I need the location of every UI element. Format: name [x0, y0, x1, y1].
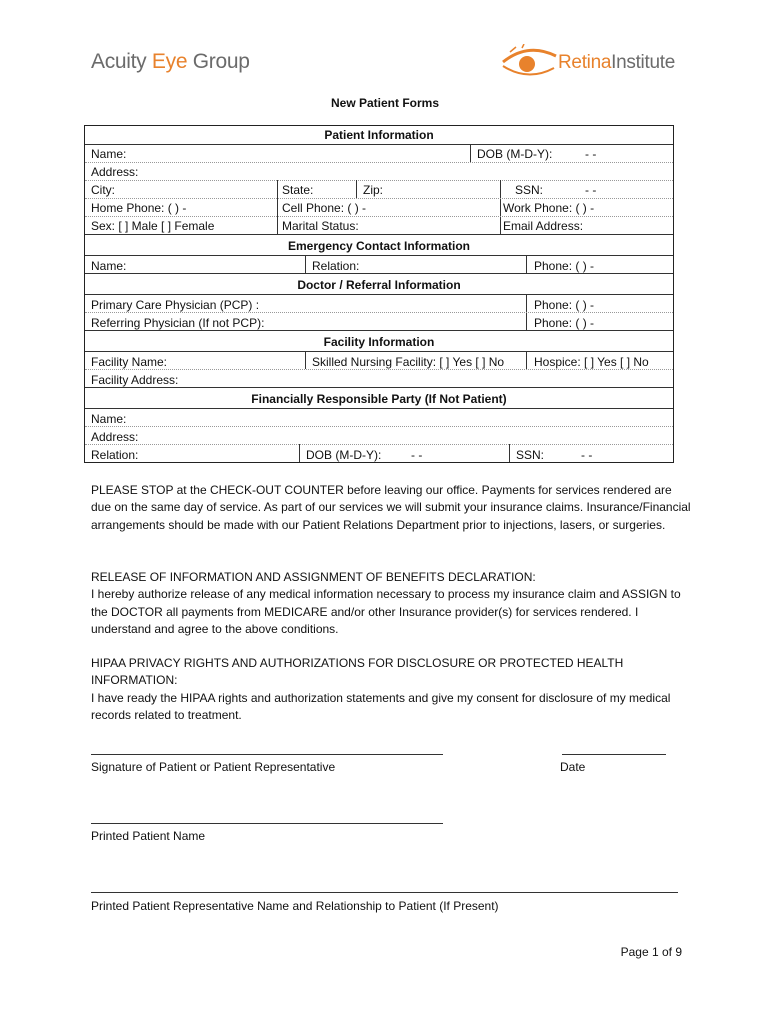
- patient-ssn-label[interactable]: SSN:: [515, 183, 544, 197]
- patient-signature-line[interactable]: [91, 754, 443, 755]
- logo-left-suffix: Group: [187, 50, 250, 73]
- financial-ssn-label[interactable]: SSN:: [516, 448, 545, 462]
- logo-right-accent: Retina: [558, 52, 612, 73]
- eye-logo-icon: [500, 44, 560, 84]
- patient-city-label[interactable]: City:: [91, 183, 115, 197]
- page-number: Page 1 of 9: [620, 945, 682, 959]
- date-label: Date: [560, 760, 586, 774]
- printed-name-label: Printed Patient Name: [91, 829, 206, 843]
- financial-dob-label[interactable]: DOB (M-D-Y):: [306, 448, 382, 462]
- hipaa-heading: HIPAA PRIVACY RIGHTS AND AUTHORIZATIONS FOR DISCLOSURE OR PROTECTED HEALTH INFORMATION:: [91, 656, 624, 688]
- emergency-phone-label[interactable]: Phone: ( ) -: [534, 259, 595, 273]
- patient-dob-sep: - -: [585, 147, 597, 161]
- hipaa-body: I have ready the HIPAA rights and authorization statements and give my consent for disclosure of my medical records related to treatment.: [91, 690, 671, 722]
- acuity-eye-group-logo: [91, 50, 250, 74]
- pcp-label[interactable]: Primary Care Physician (PCP) :: [91, 298, 260, 312]
- financial-ssn-sep: - -: [581, 448, 593, 462]
- email-address-label[interactable]: Email Address:: [503, 219, 584, 233]
- facility-heading: Facility Information: [323, 335, 435, 349]
- representative-name-line[interactable]: [91, 892, 678, 893]
- referring-phone-label[interactable]: Phone: ( ) -: [534, 316, 595, 330]
- document-title: New Patient Forms: [330, 96, 440, 110]
- release-body: I hereby authorize release of any medical information necessary to process my insurance claim and ASSIGN to the DOCTOR all payments from MEDICARE and/or other Insurance provider(s) for services rendered. I understand and agree to the above conditions.: [91, 587, 681, 636]
- patient-address-label[interactable]: Address:: [91, 165, 139, 179]
- work-phone-label[interactable]: Work Phone: ( ) -: [503, 201, 595, 215]
- logo-left-accent: Eye: [151, 50, 188, 73]
- cell-phone-label[interactable]: Cell Phone: ( ) -: [282, 201, 367, 215]
- sex-label[interactable]: Sex: [ ] Male [ ] Female: [91, 219, 215, 233]
- printed-name-line[interactable]: [91, 823, 443, 824]
- retina-institute-logo: [500, 44, 685, 84]
- patient-info-heading: Patient Information: [324, 128, 434, 142]
- emergency-relation-label[interactable]: Relation:: [312, 259, 360, 273]
- referring-physician-label[interactable]: Referring Physician (If not PCP):: [91, 316, 265, 330]
- patient-dob-label[interactable]: DOB (M-D-Y):: [477, 147, 553, 161]
- date-line[interactable]: [562, 754, 666, 755]
- patient-zip-label[interactable]: Zip:: [363, 183, 384, 197]
- skilled-nursing-label[interactable]: Skilled Nursing Facility: [ ] Yes [ ] No: [312, 355, 505, 369]
- patient-state-label[interactable]: State:: [282, 183, 314, 197]
- release-section: [91, 569, 691, 638]
- hospice-label[interactable]: Hospice: [ ] Yes [ ] No: [534, 355, 649, 369]
- checkout-notice: PLEASE STOP at the CHECK-OUT COUNTER before leaving our office. Payments for services rendered are due on the same day of service. As part of our services we will submit your insurance claims. Insurance/Financial arrangements should be made with our Patient Relations Department prior to injections, lasers, or surgeries.: [91, 483, 691, 532]
- financial-heading: Financially Responsible Party (If Not Patient): [251, 392, 507, 406]
- financial-name-label[interactable]: Name:: [91, 412, 127, 426]
- pcp-phone-label[interactable]: Phone: ( ) -: [534, 298, 595, 312]
- patient-name-label[interactable]: Name:: [91, 147, 127, 161]
- marital-status-label[interactable]: Marital Status:: [282, 219, 359, 233]
- patient-signature-label: Signature of Patient or Patient Representative: [91, 760, 336, 774]
- logo-right-suffix: Institute: [611, 52, 675, 73]
- logo-right-text: [558, 52, 675, 74]
- financial-dob-sep: - -: [411, 448, 423, 462]
- financial-address-label[interactable]: Address:: [91, 430, 139, 444]
- logo-left-prefix: Acuity: [91, 50, 152, 73]
- release-heading: RELEASE OF INFORMATION AND ASSIGNMENT OF BENEFITS DECLARATION:: [91, 570, 536, 584]
- financial-relation-label[interactable]: Relation:: [91, 448, 139, 462]
- emergency-name-label[interactable]: Name:: [91, 259, 127, 273]
- emergency-heading: Emergency Contact Information: [287, 239, 471, 253]
- patient-ssn-sep: - -: [585, 183, 597, 197]
- doctor-heading: Doctor / Referral Information: [297, 278, 461, 292]
- patient-form-table: [84, 125, 674, 463]
- facility-name-label[interactable]: Facility Name:: [91, 355, 168, 369]
- hipaa-section: [91, 655, 691, 724]
- home-phone-label[interactable]: Home Phone: ( ) -: [91, 201, 187, 215]
- facility-address-label[interactable]: Facility Address:: [91, 373, 179, 387]
- representative-name-label: Printed Patient Representative Name and Relationship to Patient (If Present): [91, 899, 499, 913]
